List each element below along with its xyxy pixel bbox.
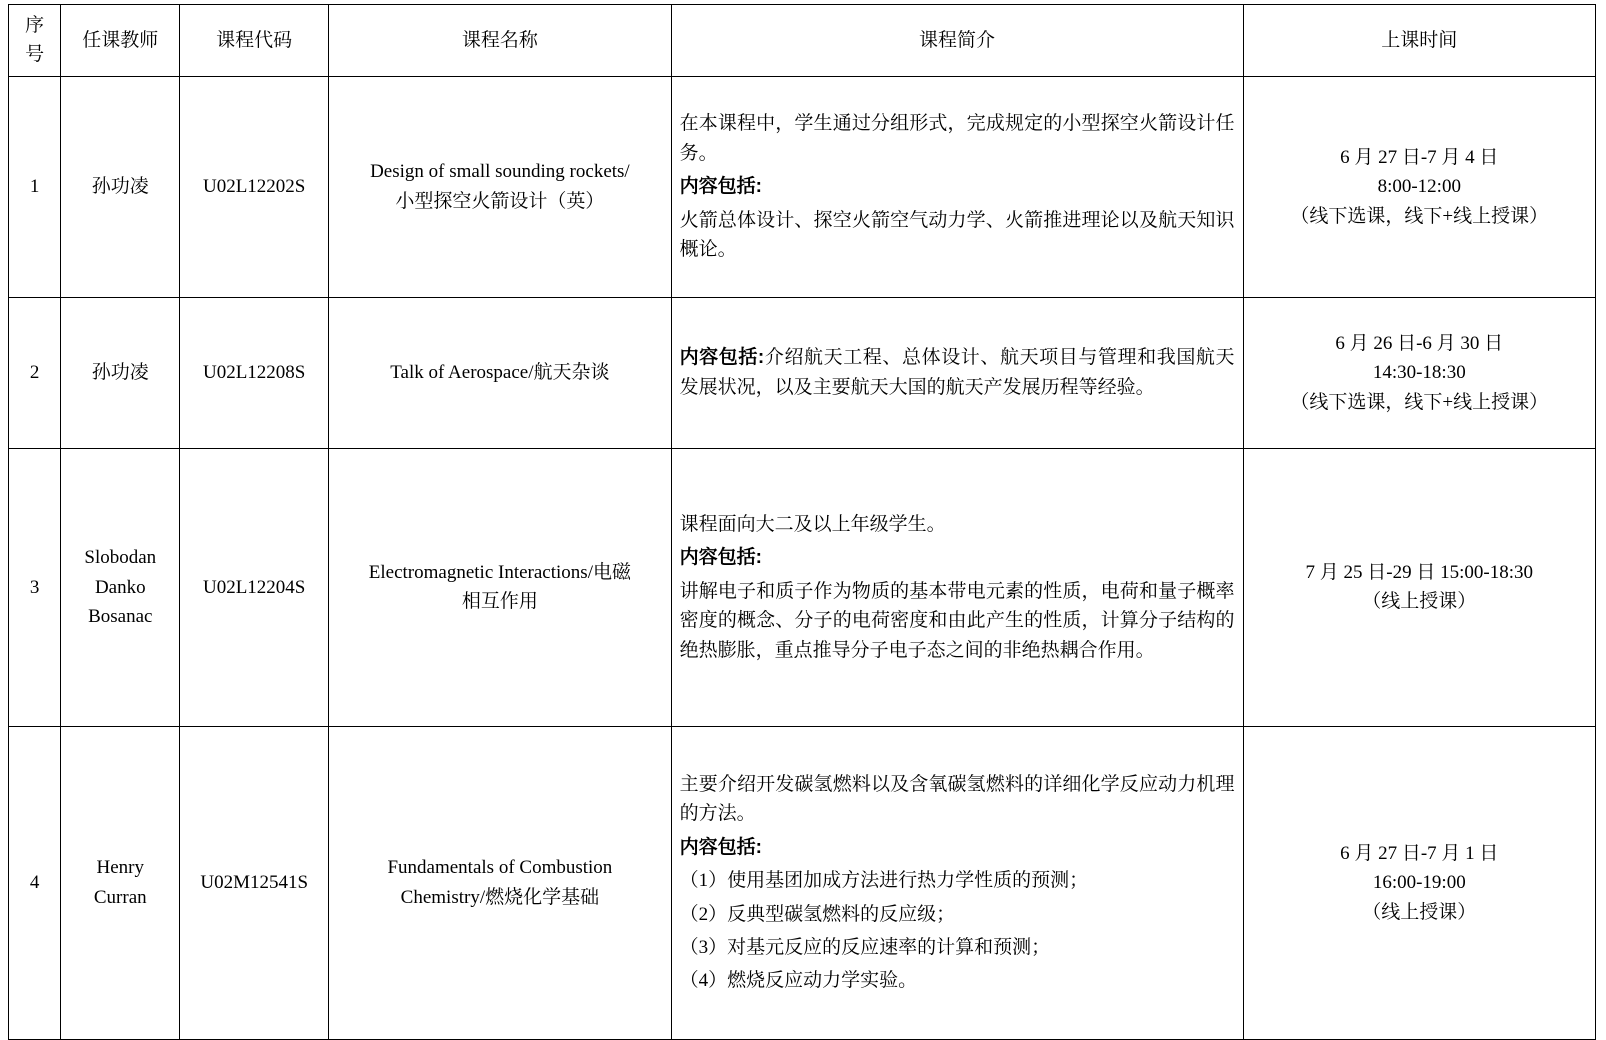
schedule-line: 6 月 27 日-7 月 1 日 [1340, 842, 1499, 864]
cell-index: 2 [9, 297, 61, 448]
description-item: （4）燃烧反应动力学实验。 [679, 970, 918, 992]
description-label: 内容包括: [679, 547, 762, 569]
column-header-time: 上课时间 [1243, 5, 1595, 77]
cell-schedule [1243, 726, 1595, 1039]
cell-course-code: U02L12208S [180, 297, 329, 448]
schedule-line: 16:00-19:00 [1372, 872, 1466, 894]
cell-course-code: U02L12204S [180, 448, 329, 726]
schedule-line: 14:30-18:30 [1372, 362, 1466, 384]
course-table [8, 4, 1596, 1040]
cell-course-code: U02L12202S [180, 76, 329, 297]
cell-index: 3 [9, 448, 61, 726]
cell-course-name [329, 726, 671, 1039]
table-row [9, 448, 1596, 726]
table-row [9, 76, 1596, 297]
description-intro: 主要介绍开发碳氢燃料以及含氧碳氢燃料的详细化学反应动力机理的方法。 [679, 773, 1235, 825]
description-intro: 在本课程中，学生通过分组形式，完成规定的小型探空火箭设计任务。 [679, 113, 1235, 164]
column-header-code: 课程代码 [180, 5, 329, 77]
cell-description [671, 448, 1243, 726]
column-header-name: 课程名称 [329, 5, 671, 77]
cell-schedule [1243, 76, 1595, 297]
column-header-teacher: 任课教师 [61, 5, 180, 77]
cell-teacher [61, 726, 180, 1039]
teacher-line: Slobodan [84, 547, 157, 569]
cell-course-name [329, 297, 671, 448]
course-name-line: 相互作用 [461, 591, 538, 613]
cell-description [671, 76, 1243, 297]
schedule-line: 8:00-12:00 [1377, 176, 1461, 198]
description-item: （2）反典型碳氢燃料的反应级； [679, 903, 956, 925]
cell-course-code: U02M12541S [180, 726, 329, 1039]
teacher-line: 孙功凌 [91, 362, 149, 384]
cell-course-name [329, 76, 671, 297]
description-label: 内容包括: [679, 176, 762, 198]
teacher-line: Curran [93, 886, 147, 908]
cell-index: 1 [9, 76, 61, 297]
cell-teacher [61, 76, 180, 297]
description-body: 火箭总体设计、探空火箭空气动力学、火箭推进理论以及航天知识概论。 [679, 209, 1235, 261]
course-name-line: Fundamentals of Combustion [387, 857, 613, 879]
course-name-line: Design of small sounding rockets/ [370, 161, 630, 183]
cell-teacher [61, 448, 180, 726]
column-header-index: 序号 [9, 5, 61, 77]
description-label: 内容包括: [679, 836, 762, 858]
table-header-row [9, 5, 1596, 77]
schedule-line: 7 月 25 日-29 日 15:00-18:30 [1305, 561, 1533, 583]
course-name-line: Chemistry/燃烧化学基础 [400, 886, 600, 908]
cell-course-name [329, 448, 671, 726]
course-name-line: Talk of Aerospace/航天杂谈 [390, 362, 610, 384]
description-text: 介绍航天工程、总体设计、航天项目与管理和我国航天发展状况，以及主要航天大国的航天产发展历程等经验。 [679, 347, 1235, 398]
teacher-line: Bosanac [88, 606, 153, 628]
description-item: （3）对基元反应的反应速率的计算和预测； [679, 937, 1051, 959]
description-body: 讲解电子和质子作为物质的基本带电元素的性质，电荷和量子概率密度的概念、分子的电荷密度和由此产生的性质，计算分子结构的绝热膨胀，重点推导分子电子态之间的非绝热耦合作用。 [679, 580, 1235, 661]
cell-schedule [1243, 448, 1595, 726]
schedule-line: （线上授课） [1362, 591, 1477, 613]
course-name-line: 小型探空火箭设计（英） [395, 190, 605, 212]
table-row [9, 726, 1596, 1039]
description-item: （1）使用基团加成方法进行热力学性质的预测； [679, 870, 1089, 892]
schedule-line: 6 月 26 日-6 月 30 日 [1335, 332, 1504, 354]
cell-teacher [61, 297, 180, 448]
teacher-line: 孙功凌 [91, 176, 149, 198]
description-body [680, 343, 1235, 402]
schedule-line: 6 月 27 日-7 月 4 日 [1340, 146, 1499, 168]
teacher-line: Danko [94, 576, 146, 598]
cell-description [671, 297, 1243, 448]
schedule-line: （线下选课，线下+线上授课） [1290, 205, 1549, 227]
cell-description [671, 726, 1243, 1039]
cell-schedule [1243, 297, 1595, 448]
column-header-description: 课程简介 [671, 5, 1243, 77]
description-label: 内容包括: [679, 347, 765, 369]
course-name-line: Electromagnetic Interactions/电磁 [368, 561, 631, 583]
table-row [9, 297, 1596, 448]
cell-index: 4 [9, 726, 61, 1039]
schedule-line: （线下选课，线下+线上授课） [1290, 391, 1549, 413]
schedule-line: （线上授课） [1362, 901, 1477, 923]
teacher-line: Henry [96, 857, 144, 879]
description-intro: 课程面向大二及以上年级学生。 [679, 513, 946, 535]
